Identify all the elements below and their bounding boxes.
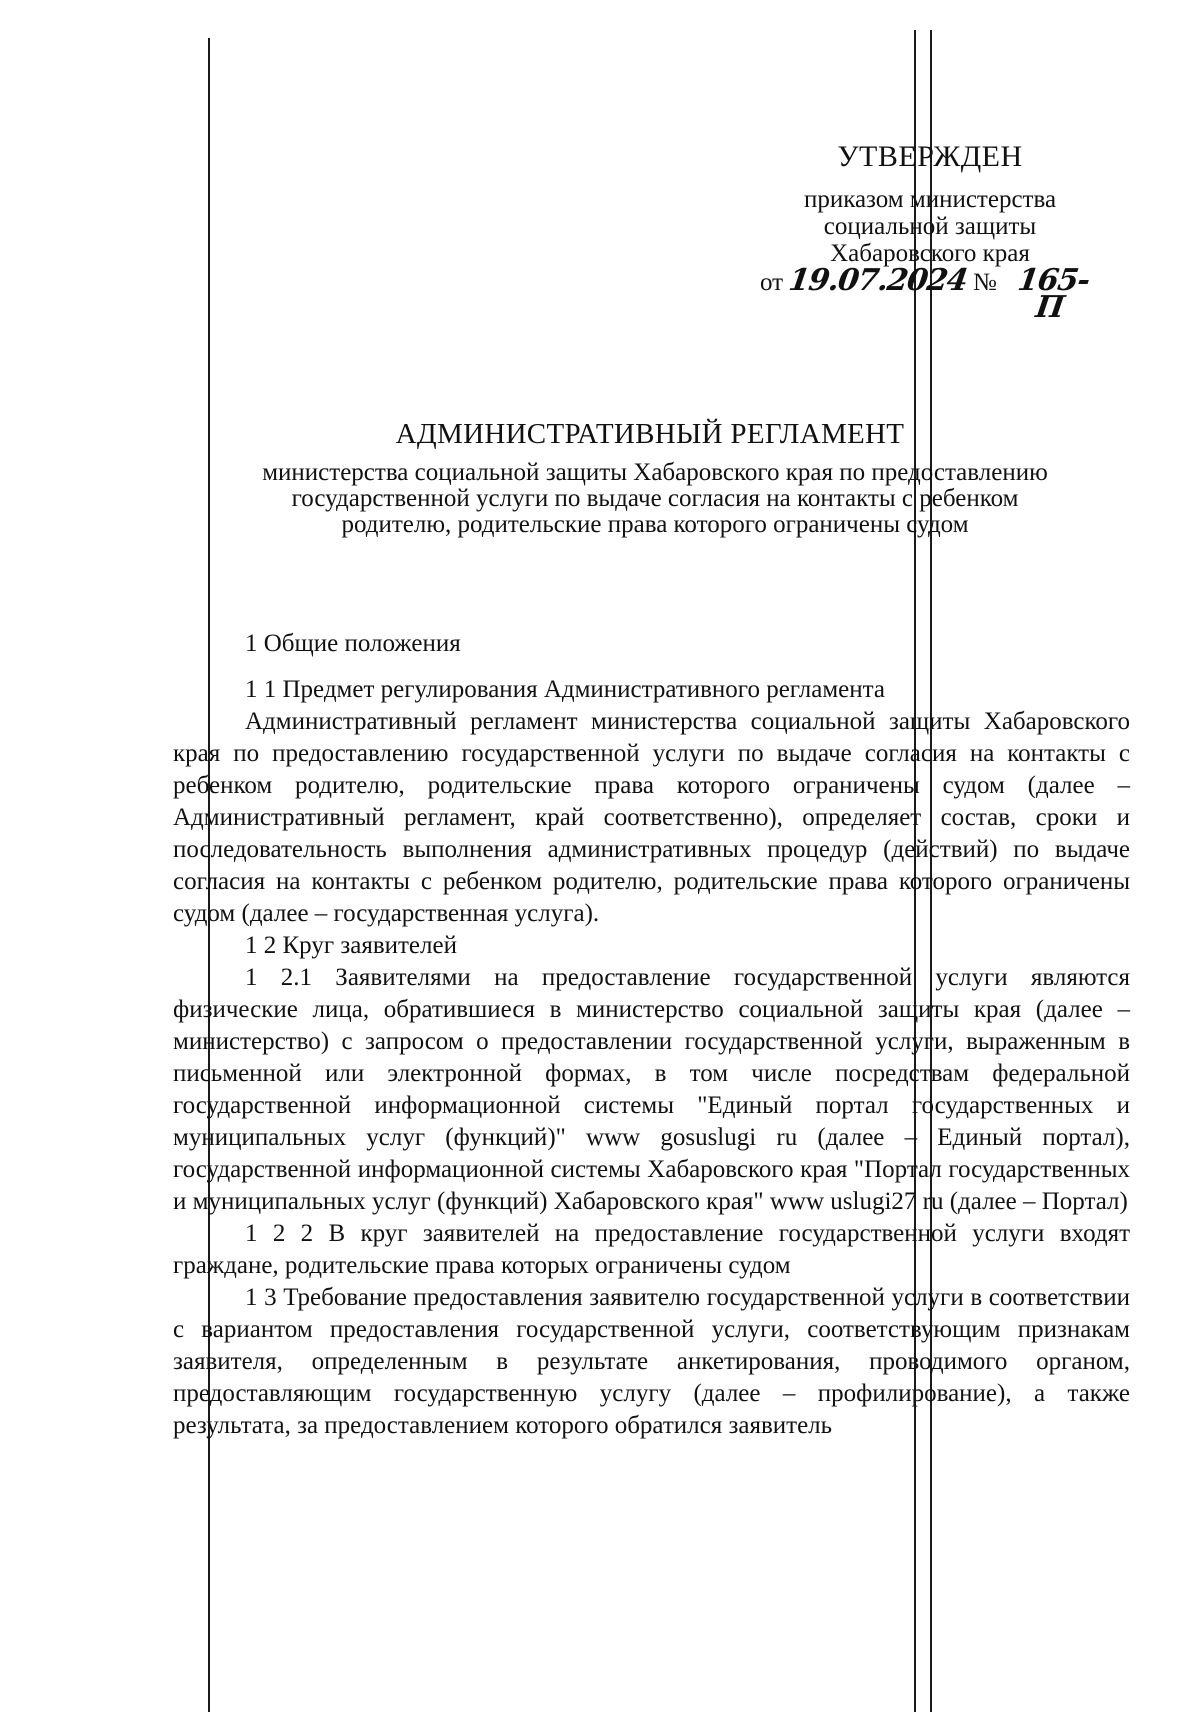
document-title: АДМИНИСТРАТИВНЫЙ РЕГЛАМЕНТ [395,418,905,450]
number-prefix: № [973,269,997,296]
section-heading-1-1: 1 1 Предмет регулирования Административного регламента [245,676,885,703]
section-heading-1-2: 1 2 Круг заявителей [245,932,457,959]
subtitle-line-2: государственной услуги по выдаче согласия на контакты с ребенком [291,485,1019,512]
subtitle-line-1: министерства социальной защиты Хабаровского края по предоставлению [262,459,1048,486]
handwritten-date: 19.07.2024 [786,263,970,298]
approval-line-2: социальной защиты [823,213,1037,240]
approval-heading: УТВЕРЖДЕН [837,140,1023,173]
handwritten-number: 165-П [1015,263,1092,325]
approval-line-1: приказом министерства [803,186,1057,213]
document-subtitle [190,460,1120,538]
paragraph-1-2-1: 1 2.1 Заявителями на предоставление государственной услуги являются физические лица, обратившиеся в министерство социальной защиты края (далее – министерство) с запросом о предоставлении государственной услуги, выраженным в письменной или электронной формах, в том числе посредствам федеральной государственной информационной системы "Единый портал государственных и муниципальных услуг (функций)" www gosuslugi ru (далее – Единый портал), государственной информационной системы Хабаровского края "Портал государственных и муниципальных услуг (функций) Хабаровского края" www uslugi27 ru (далее – Портал) [173,964,1130,1215]
date-prefix: от [760,269,784,296]
paragraph-1-3: 1 3 Требование предоставления заявителю государственной услуги в соответствии с вариантом предоставления государственной услуги, соответствующим признакам заявителя, определенным в результате анкетирования, проводимого органом, предоставляющим государственную услугу (далее – профилирование), а также результата, за предоставлением которого обратился заявитель [173,1284,1130,1439]
approval-block [760,140,1100,325]
approval-line-3: Хабаровского края [830,240,1030,267]
document-body [173,628,1130,1442]
paragraph-1-2-2: 1 2 2 В круг заявителей на предоставление государственной услуги входят граждане, родительские права которых ограничены судом [173,1220,1130,1279]
section-heading-1: 1 Общие положения [245,630,461,657]
paragraph-1-1: Административный регламент министерства социальной защиты Хабаровского края по предоставлению государственной услуги по выдаче согласия на контакты с ребенком родителю, родительские права которого ограничены судом (далее – Административный регламент, край соответственно), определяет состав, сроки и последовательность выполнения административных процедур (действий) по выдаче согласия на контакты с ребенком родителю, родительские права которого ограничены судом (далее – государственная услуга). [173,708,1130,927]
subtitle-line-3: родителю, родительские права которого ограничены судом [341,511,969,538]
approval-date-row [760,263,1100,325]
